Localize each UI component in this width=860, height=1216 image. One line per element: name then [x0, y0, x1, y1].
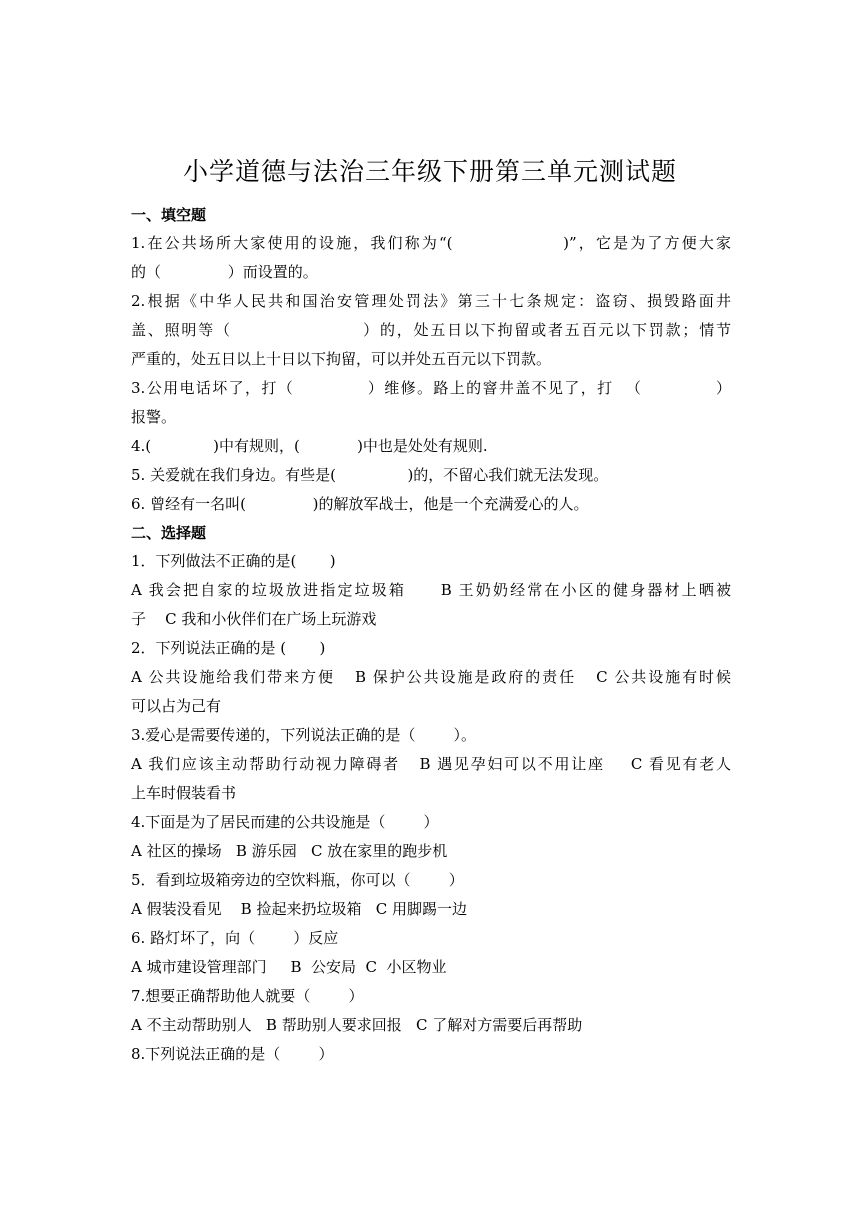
choice-question-7 [131, 982, 731, 1040]
question-options: A 公共设施给我们带来方便 B 保护公共设施是政府的责任 C 公共设施有时候 [131, 668, 731, 686]
question-line: 盖、照明等（ ）的，处五日以下拘留或者五百元以下罚款；情节 [131, 321, 731, 339]
choice-question-4 [131, 808, 731, 866]
question-line: 2.根据《中华人民共和国治安管理处罚法》第三十七条规定：盗窃、损毁路面井 [131, 292, 731, 310]
choice-section-heading: 二、选择题 [131, 524, 207, 542]
question-stem: 2．下列说法正确的是 ( ) [131, 639, 326, 657]
question-options: A 我们应该主动帮助行动视力障碍者 B 遇见孕妇可以不用让座 C 看见有老人 [131, 755, 731, 773]
question-options: 可以占为己有 [131, 697, 222, 715]
fill-question-5: 5. 关爱就在我们身边。有些是( )的，不留心我们就无法发现。 [131, 466, 609, 484]
choice-question-6 [131, 924, 731, 982]
choice-question-8 [131, 1040, 731, 1069]
question-line: 的（ ）而设置的。 [131, 263, 318, 281]
choice-question-3 [131, 721, 731, 808]
choice-question-5 [131, 866, 731, 924]
choice-question-1 [131, 547, 731, 634]
fill-question-1 [131, 229, 731, 287]
question-options: A 假装没看见 B 捡起来扔垃圾箱 C 用脚踢一边 [131, 900, 468, 918]
page-title: 小学道德与法治三年级下册第三单元测试题 [182, 157, 677, 186]
question-line: 严重的，处五日以上十日以下拘留，可以并处五百元以下罚款。 [131, 350, 552, 368]
question-options: 上车时假装看书 [131, 784, 237, 802]
fill-section-heading: 一、填空题 [131, 206, 207, 224]
question-options: A 不主动帮助别人 B 帮助别人要求回报 C 了解对方需要后再帮助 [131, 1016, 583, 1034]
question-stem: 3.爱心是需要传递的，下列说法正确的是（ ）。 [131, 726, 476, 744]
fill-question-6: 6. 曾经有一名叫( )的解放军战士，他是一个充满爱心的人。 [131, 495, 589, 513]
question-stem: 8.下列说法正确的是（ ） [131, 1045, 334, 1063]
question-options: A 我会把自家的垃圾放进指定垃圾箱 B 王奶奶经常在小区的健身器材上晒被 [131, 581, 731, 599]
choice-question-2 [131, 634, 731, 721]
question-line: 报警。 [131, 408, 177, 426]
document-body [131, 201, 731, 1069]
question-stem: 5．看到垃圾箱旁边的空饮料瓶，你可以（ ） [131, 871, 464, 889]
question-stem: 7.想要正确帮助他人就要（ ） [131, 987, 364, 1005]
question-options: 子 C 我和小伙伴们在广场上玩游戏 [131, 610, 377, 628]
question-line: 3.公用电话坏了，打（ ）维修。路上的窨井盖不见了，打 （ ） [131, 379, 731, 397]
question-stem: 4.下面是为了居民而建的公共设施是（ ） [131, 813, 439, 831]
question-stem: 1．下列做法不正确的是( ) [131, 552, 336, 570]
fill-question-4: 4.( )中有规则，( )中也是处处有规则. [131, 437, 488, 455]
question-options: A 社区的操场 B 游乐园 C 放在家里的跑步机 [131, 842, 448, 860]
question-options: A 城市建设管理部门 B 公安局 C 小区物业 [131, 958, 447, 976]
question-line: 1.在公共场所大家使用的设施，我们称为“( )”，它是为了方便大家 [131, 234, 731, 252]
fill-question-3 [131, 374, 731, 432]
fill-question-2 [131, 287, 731, 374]
question-stem: 6. 路灯坏了，向（ ）反应 [131, 929, 339, 947]
